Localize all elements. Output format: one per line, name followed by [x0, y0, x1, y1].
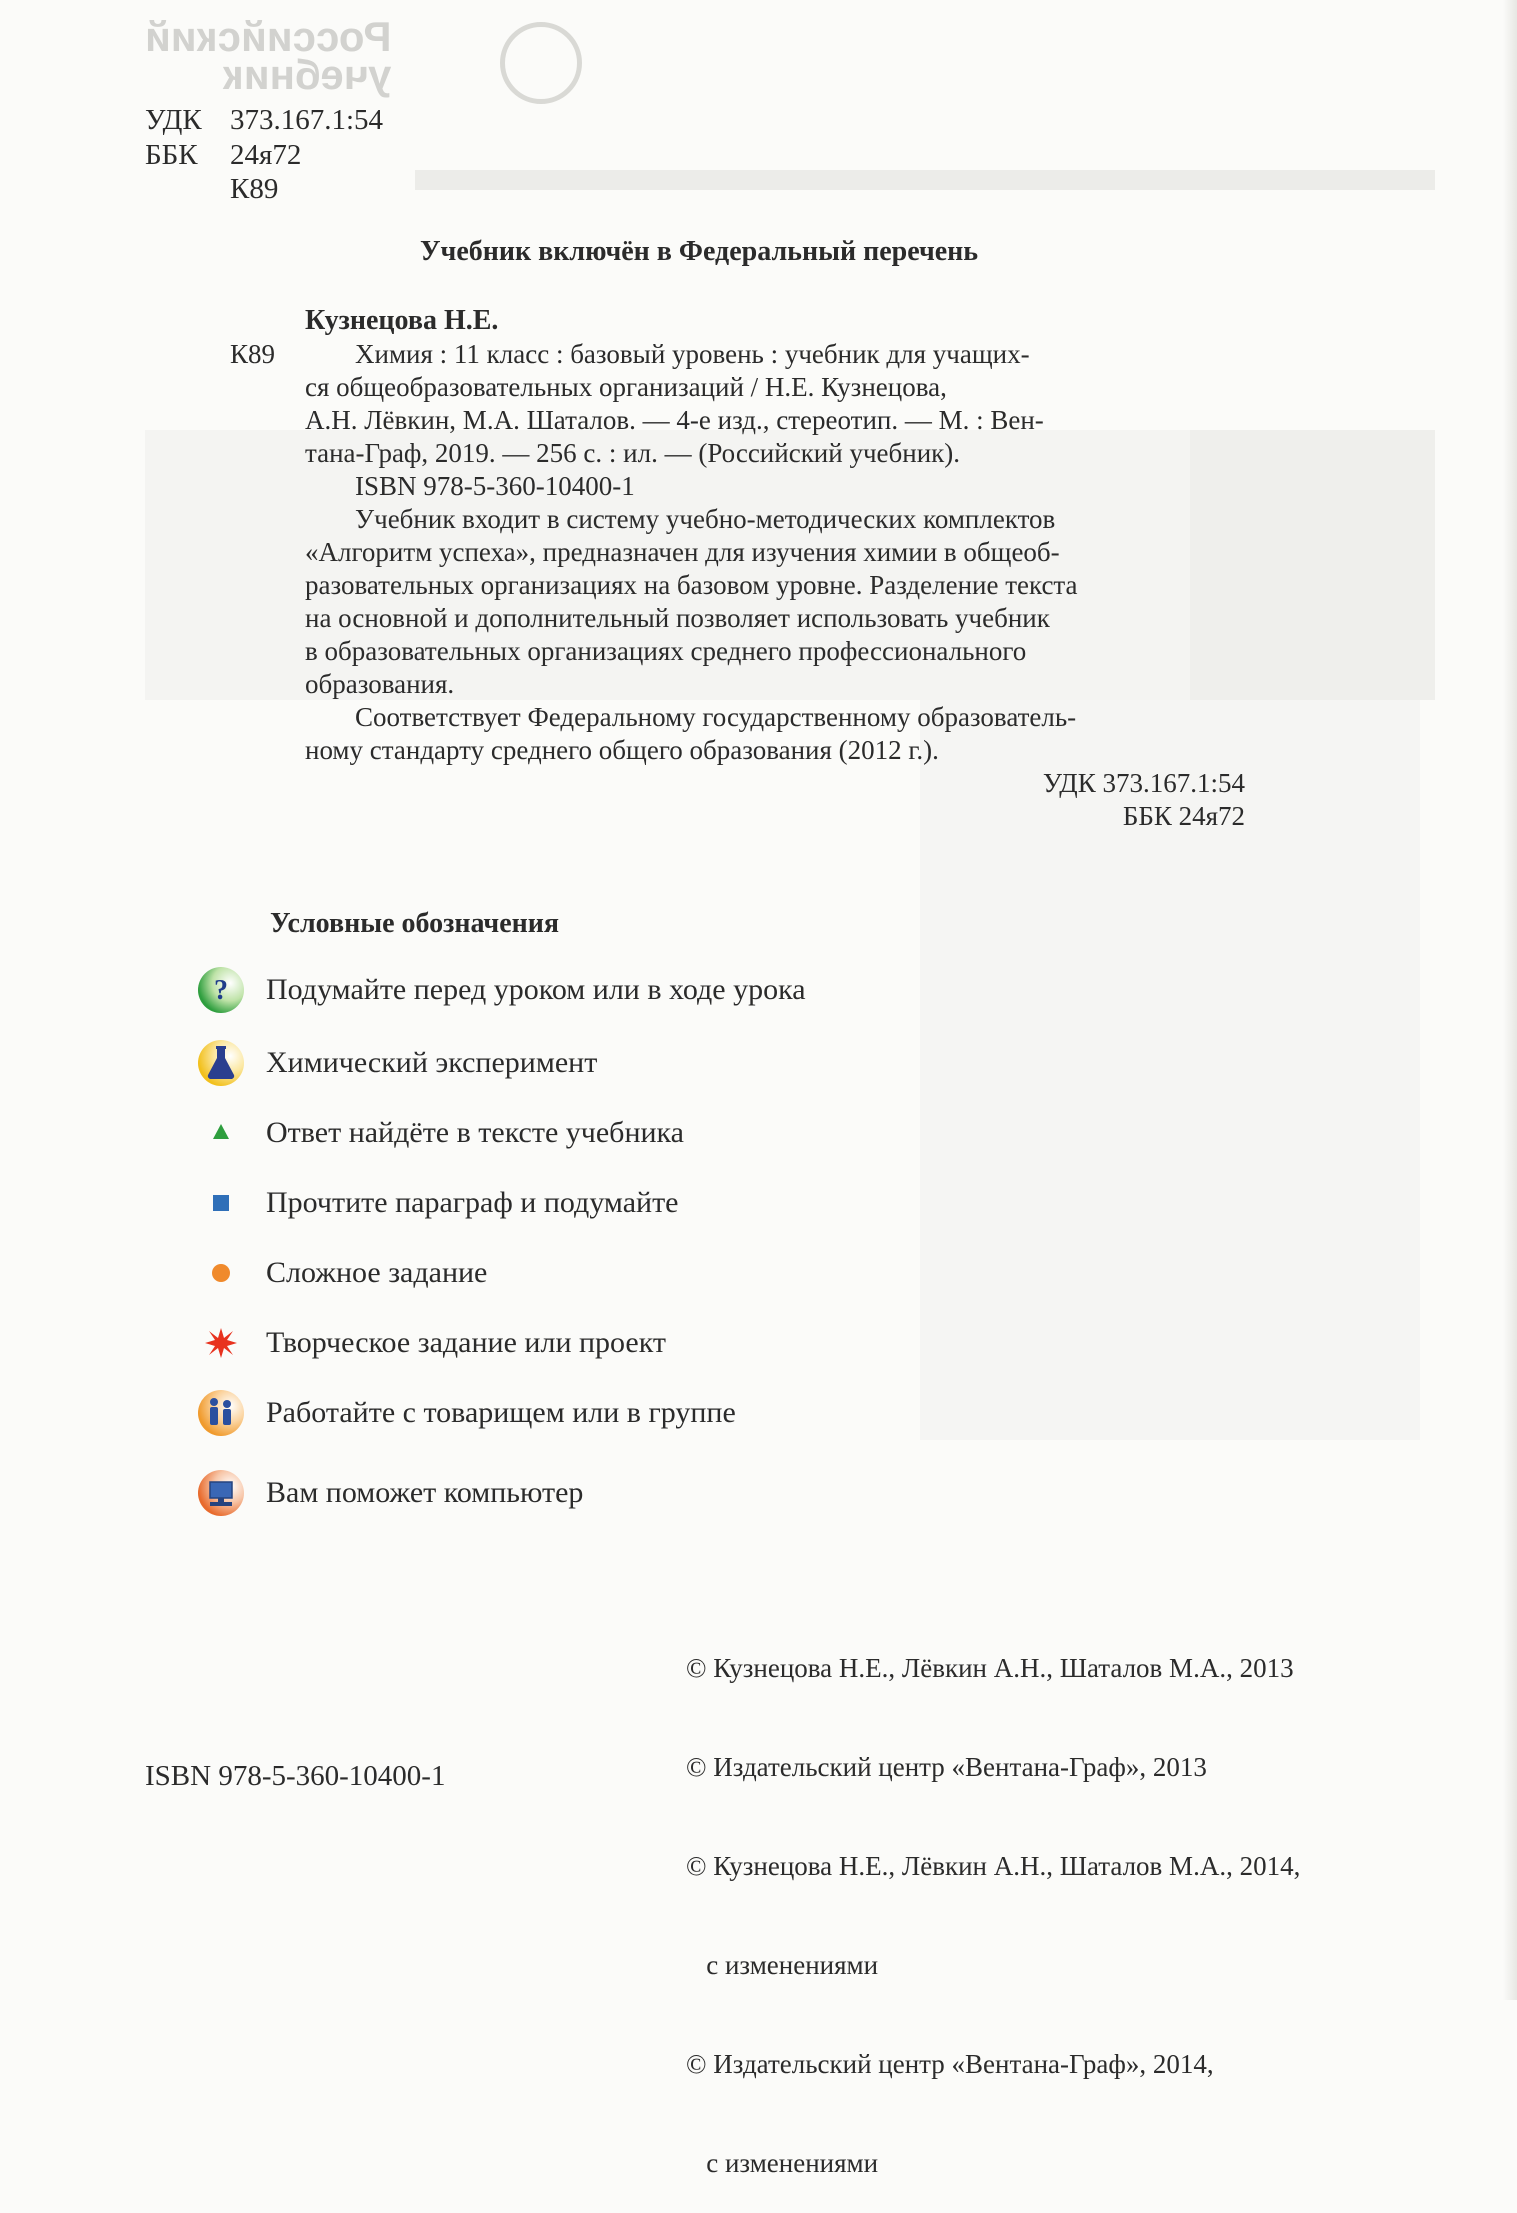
bleed-through-logo: Российский учебник [145, 13, 392, 98]
legend-text: Вам поможет компьютер [266, 1476, 584, 1509]
page-edge-shadow [1503, 0, 1517, 2000]
annotation-line: образования. [305, 669, 455, 699]
legend-item [196, 1038, 597, 1088]
bleed-through-emblem [500, 22, 582, 104]
legend-item [196, 1248, 487, 1298]
annotation-line: разовательных организациях на базовом уровне. Разделение текста [305, 570, 1078, 600]
people-icon [196, 1388, 246, 1438]
copyright-line: © Издательский центр «Вентана-Граф», 2014, [686, 2049, 1214, 2079]
record-author-mark: К89 [230, 339, 276, 369]
legend-text: Сложное задание [266, 1256, 488, 1289]
legend-title: Условные обозначения [270, 908, 560, 939]
udk-line [145, 104, 384, 137]
isbn-bottom: ISBN 978-5-360-10400-1 [145, 1760, 446, 1792]
square-icon [196, 1178, 246, 1228]
bbk-line [145, 139, 302, 172]
legend-text: Работайте с товарищем или в группе [266, 1396, 736, 1429]
legend-item [196, 1108, 684, 1158]
computer-icon [196, 1468, 246, 1518]
star-burst-icon [196, 1318, 246, 1368]
triangle-icon [196, 1108, 246, 1158]
copyright-line: © Кузнецова Н.Е., Лёвкин А.Н., Шаталов М.А., 2014, [686, 1851, 1301, 1881]
udk-footer: УДК 373.167.1:54 [1042, 768, 1245, 798]
description-line: ся общеобразовательных организаций / Н.Е. Кузнецова, [305, 372, 947, 402]
bbk-value: 24я72 [230, 139, 302, 171]
copyright-block [686, 1586, 1300, 2213]
circle-icon [196, 1248, 246, 1298]
legend-text: Ответ найдёте в тексте учебника [266, 1116, 684, 1149]
description-line: тана-Граф, 2019. — 256 с. : ил. — (Российский учебник). [305, 438, 961, 468]
legend-text: Химический эксперимент [266, 1046, 598, 1079]
description-line: А.Н. Лёвкин, М.А. Шаталов. — 4-е изд., стереотип. — М. : Вен- [305, 405, 1044, 435]
isbn-line: ISBN 978-5-360-10400-1 [355, 471, 635, 501]
legend-item [196, 1388, 736, 1438]
udk-value: 373.167.1:54 [230, 104, 384, 136]
legend-text: Прочтите параграф и подумайте [266, 1186, 679, 1219]
description-line: Химия : 11 класс : базовый уровень : учебник для учащих- [355, 339, 1030, 369]
standard-line: ному стандарту среднего общего образования (2012 г.). [305, 735, 939, 765]
annotation-line: в образовательных организациях среднего профессионального [305, 636, 1027, 666]
copyright-line: © Издательский центр «Вентана-Граф», 2013 [686, 1752, 1207, 1782]
annotation-line: Учебник входит в систему учебно-методических комплектов [355, 504, 1056, 534]
svg-text:?: ? [214, 975, 228, 1006]
bibliographic-description [305, 338, 1245, 833]
author-heading: Кузнецова Н.Е. [305, 305, 499, 336]
federal-list-note: Учебник включён в Федеральный перечень [420, 236, 979, 267]
copyright-line: © Кузнецова Н.Е., Лёвкин А.Н., Шаталов М.А., 2013 [686, 1653, 1294, 1683]
bleed-through-block [415, 170, 1435, 190]
annotation-line: «Алгоритм успеха», предназначен для изучения химии в общеоб- [305, 537, 1060, 567]
author-mark: К89 [230, 173, 279, 205]
legend-text: Подумайте перед уроком или в ходе урока [266, 973, 806, 1006]
udk-label: УДК [145, 104, 202, 136]
legend-text: Творческое задание или проект [266, 1326, 667, 1359]
question-icon [196, 965, 246, 1015]
standard-line: Соответствует Федеральному государственному образователь- [355, 702, 1077, 732]
bbk-footer: ББК 24я72 [1122, 801, 1245, 831]
copyright-line: с изменениями [686, 2148, 879, 2178]
annotation-line: на основной и дополнительный позволяет использовать учебник [305, 603, 1050, 633]
legend-item [196, 965, 806, 1015]
legend-item [196, 1318, 666, 1368]
bbk-label: ББК [145, 139, 198, 171]
legend-item [196, 1468, 583, 1518]
copyright-line: с изменениями [686, 1950, 879, 1980]
legend-item [196, 1178, 679, 1228]
flask-icon [196, 1038, 246, 1088]
